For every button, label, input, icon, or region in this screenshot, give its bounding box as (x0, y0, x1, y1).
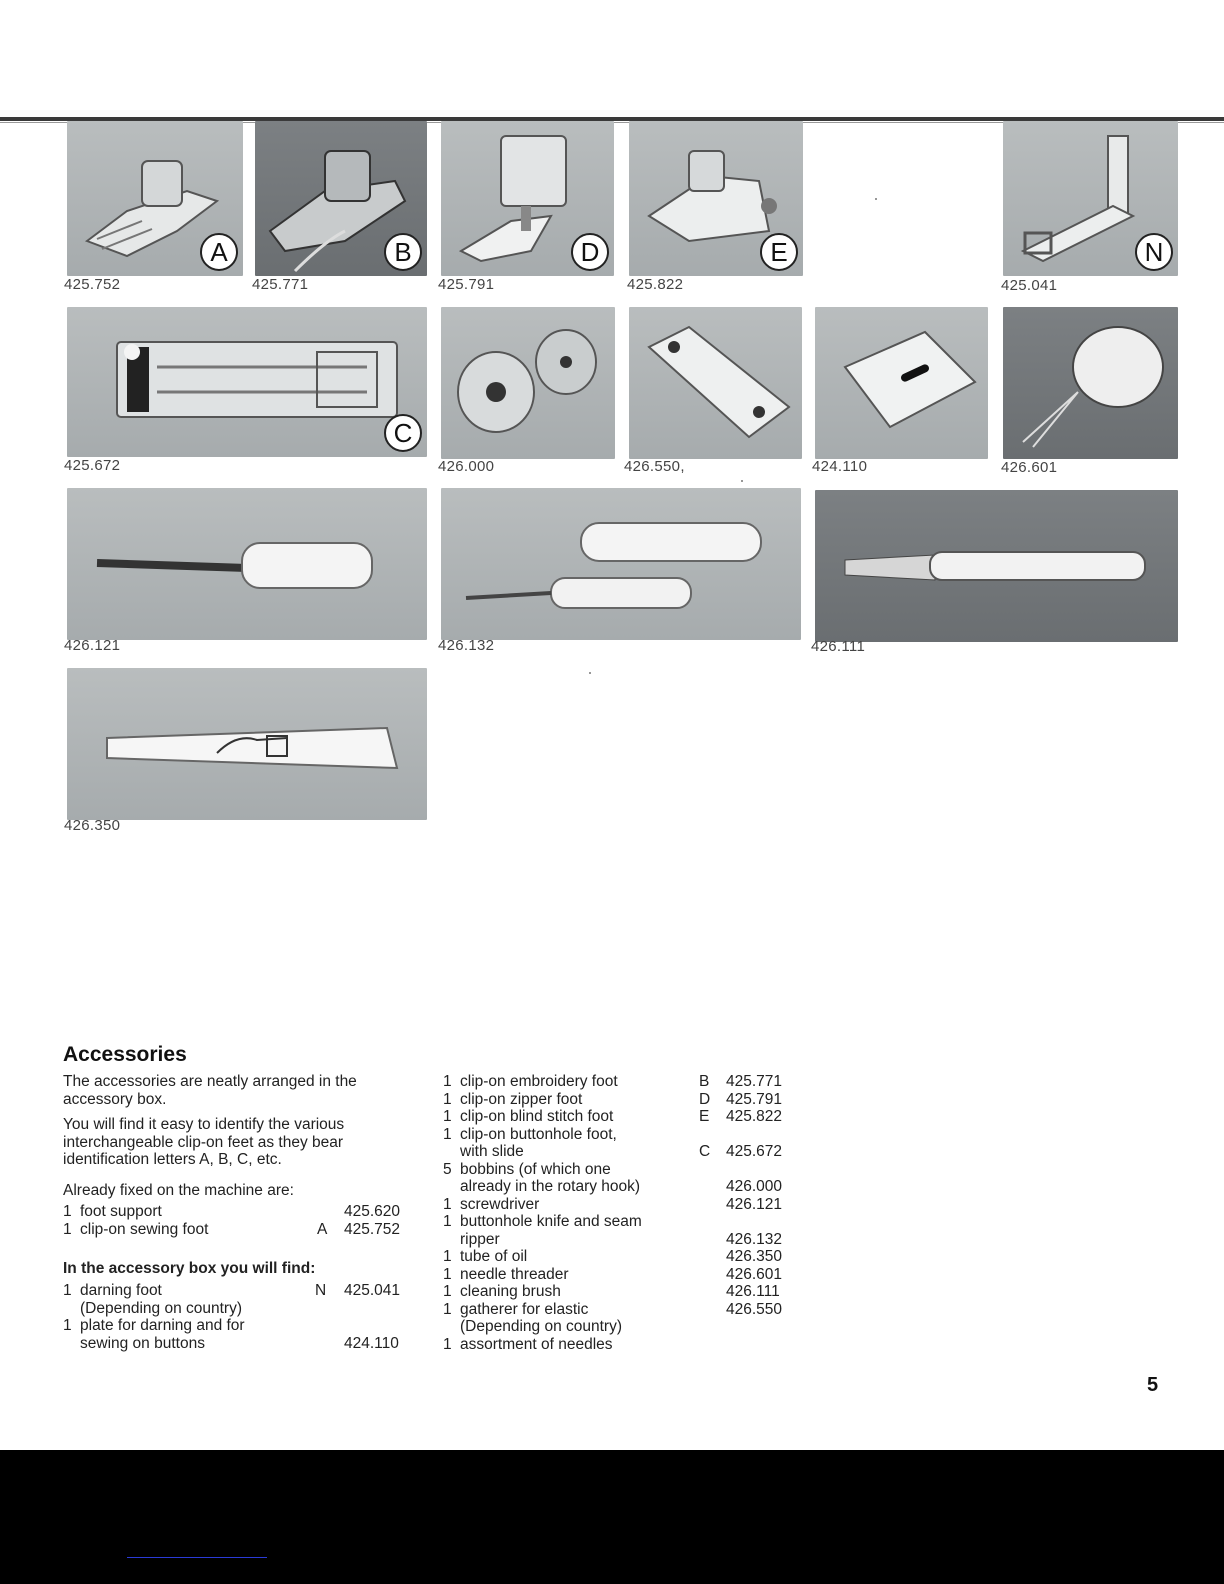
item-code: 426.121 (726, 1195, 783, 1213)
item-desc: bobbins (of which one (460, 1160, 611, 1178)
print-speck (875, 198, 877, 200)
item-letter: N (315, 1282, 327, 1299)
item-qty: 1 (443, 1248, 452, 1265)
bottom-scan-border (0, 1450, 1224, 1584)
item-desc: ripper (460, 1230, 500, 1248)
list-item (443, 1248, 803, 1266)
item-desc: gatherer for elastic (460, 1300, 589, 1318)
badge-letter: D (571, 233, 609, 271)
fixed-items-list (63, 1203, 408, 1238)
section-title: Accessories (63, 1043, 187, 1066)
item-desc: clip-on sewing foot (80, 1220, 209, 1238)
item-desc: plate for darning and for (80, 1317, 245, 1334)
part-number: 426.550, (624, 458, 685, 475)
part-number: 426.601 (1001, 459, 1058, 476)
item-desc: (Depending on country) (80, 1299, 242, 1317)
item-qty: 1 (443, 1283, 452, 1300)
seam-ripper-icon (441, 488, 801, 640)
item-qty: 5 (443, 1160, 452, 1178)
item-code: 426.000 (726, 1178, 783, 1195)
bobbin-icon (441, 307, 615, 459)
badge-letter: E (760, 233, 798, 271)
box-items-right (443, 1073, 803, 1353)
list-item-continued (63, 1300, 408, 1318)
item-letter: C (699, 1143, 711, 1160)
item-qty: 1 (443, 1108, 452, 1125)
part-number: 425.041 (1001, 277, 1058, 294)
photo-seam-ripper (441, 488, 801, 640)
list-item (443, 1213, 803, 1231)
list-item-continued (443, 1231, 803, 1249)
item-qty: 1 (63, 1220, 72, 1238)
item-desc: cleaning brush (460, 1283, 561, 1300)
print-speck (589, 672, 591, 674)
badge-letter: N (1135, 233, 1173, 271)
part-number: 425.752 (64, 276, 121, 293)
needle-threader-icon (1003, 307, 1178, 459)
part-number: 426.350 (64, 817, 121, 834)
darning-plate-icon (815, 307, 988, 459)
item-qty: 1 (443, 1265, 452, 1283)
item-desc: assortment of needles (460, 1335, 613, 1353)
item-code: 425.041 (344, 1282, 401, 1299)
item-desc: with slide (460, 1143, 524, 1160)
part-number: 426.132 (438, 637, 495, 654)
item-qty: 1 (443, 1073, 452, 1090)
buttonhole-foot-icon (67, 307, 427, 457)
item-code: 426.350 (726, 1248, 783, 1265)
photo-sewing-foot (67, 121, 243, 276)
item-code: 425.620 (344, 1203, 401, 1220)
item-desc: clip-on embroidery foot (460, 1073, 618, 1090)
item-qty: 1 (443, 1195, 452, 1213)
item-code: 425.752 (344, 1220, 401, 1238)
part-number: 424.110 (812, 458, 868, 475)
cleaning-brush-icon (815, 490, 1178, 642)
part-number: 425.771 (252, 276, 309, 293)
list-item (63, 1317, 408, 1335)
item-desc: sewing on buttons (80, 1334, 205, 1352)
list-item (63, 1221, 408, 1239)
list-item (443, 1301, 803, 1319)
list-item (443, 1126, 803, 1144)
part-number: 425.822 (627, 276, 684, 293)
page-number: 5 (1147, 1374, 1159, 1396)
badge-letter: B (384, 233, 422, 271)
item-desc: needle threader (460, 1265, 569, 1283)
oil-tube-icon (67, 668, 427, 820)
item-desc: buttonhole knife and seam (460, 1213, 642, 1230)
item-code: 425.672 (726, 1143, 783, 1160)
item-desc: clip-on blind stitch foot (460, 1108, 614, 1125)
photo-darning-foot (1003, 121, 1178, 276)
item-code: 425.822 (726, 1108, 783, 1125)
part-number: 426.111 (811, 638, 866, 655)
list-item-continued (443, 1318, 803, 1336)
item-desc: already in the rotary hook) (460, 1178, 641, 1195)
box-heading: In the accessory box you will find: (63, 1260, 316, 1277)
item-qty: 1 (443, 1125, 452, 1143)
list-item (443, 1091, 803, 1109)
list-item (443, 1108, 803, 1126)
item-letter: B (699, 1073, 710, 1090)
item-code: 425.791 (726, 1090, 783, 1108)
gatherer-icon (629, 307, 802, 459)
intro-paragraph-1: The accessories are neatly arranged in the accessory box. (63, 1073, 357, 1108)
intro-paragraph-2: You will find it easy to identify the various interchangeable clip-on feet as they bear identification letters A, B, C, etc. (63, 1116, 345, 1168)
badge-letter: A (200, 233, 238, 271)
photo-screwdriver (67, 488, 427, 640)
list-item (443, 1283, 803, 1301)
list-item (443, 1073, 803, 1091)
list-item (443, 1266, 803, 1284)
item-qty: 1 (443, 1090, 452, 1108)
item-qty: 1 (443, 1335, 452, 1353)
item-letter: E (699, 1108, 710, 1125)
item-desc: clip-on zipper foot (460, 1090, 583, 1108)
item-code: 426.550 (726, 1300, 783, 1318)
item-desc: foot support (80, 1203, 162, 1220)
part-number: 425.672 (64, 457, 121, 474)
item-code: 426.601 (726, 1265, 783, 1283)
list-item (443, 1161, 803, 1179)
bottom-underline (127, 1557, 267, 1558)
item-code: 424.110 (344, 1334, 399, 1352)
photo-embroidery-foot (255, 121, 427, 276)
photo-zipper-foot (441, 121, 614, 276)
photo-bobbins (441, 307, 615, 459)
item-qty: 1 (63, 1317, 72, 1334)
list-item-continued (443, 1178, 803, 1196)
photo-buttonhole-foot (67, 307, 427, 457)
part-number: 426.000 (438, 458, 495, 475)
item-desc: clip-on buttonhole foot, (460, 1125, 617, 1143)
part-number: 425.791 (438, 276, 495, 293)
item-desc: screwdriver (460, 1195, 540, 1213)
list-item-continued (63, 1335, 408, 1353)
item-desc: darning foot (80, 1282, 162, 1299)
list-item (443, 1336, 803, 1354)
box-items-left (63, 1282, 408, 1352)
item-qty: 1 (443, 1300, 452, 1318)
item-code: 425.771 (726, 1073, 783, 1090)
item-qty: 1 (63, 1203, 72, 1220)
list-item (63, 1203, 408, 1221)
item-letter: A (317, 1220, 328, 1238)
screwdriver-icon (67, 488, 427, 640)
badge-letter: C (384, 414, 422, 452)
photo-gatherer (629, 307, 802, 459)
list-item (63, 1282, 408, 1300)
photo-oil-tube (67, 668, 427, 820)
photo-darning-plate (815, 307, 988, 459)
item-code: 426.111 (726, 1283, 780, 1300)
item-qty: 1 (63, 1282, 72, 1299)
photo-needle-threader (1003, 307, 1178, 459)
part-number: 426.121 (64, 637, 121, 654)
list-item (443, 1196, 803, 1214)
item-code: 426.132 (726, 1230, 783, 1248)
item-desc: tube of oil (460, 1248, 528, 1265)
item-letter: D (699, 1090, 711, 1108)
item-qty: 1 (443, 1213, 452, 1230)
list-item-continued (443, 1143, 803, 1161)
print-speck (741, 480, 743, 482)
item-desc: (Depending on country) (460, 1318, 622, 1335)
photo-cleaning-brush (815, 490, 1178, 642)
fixed-heading: Already fixed on the machine are: (63, 1182, 294, 1199)
photo-blind-stitch-foot (629, 121, 803, 276)
